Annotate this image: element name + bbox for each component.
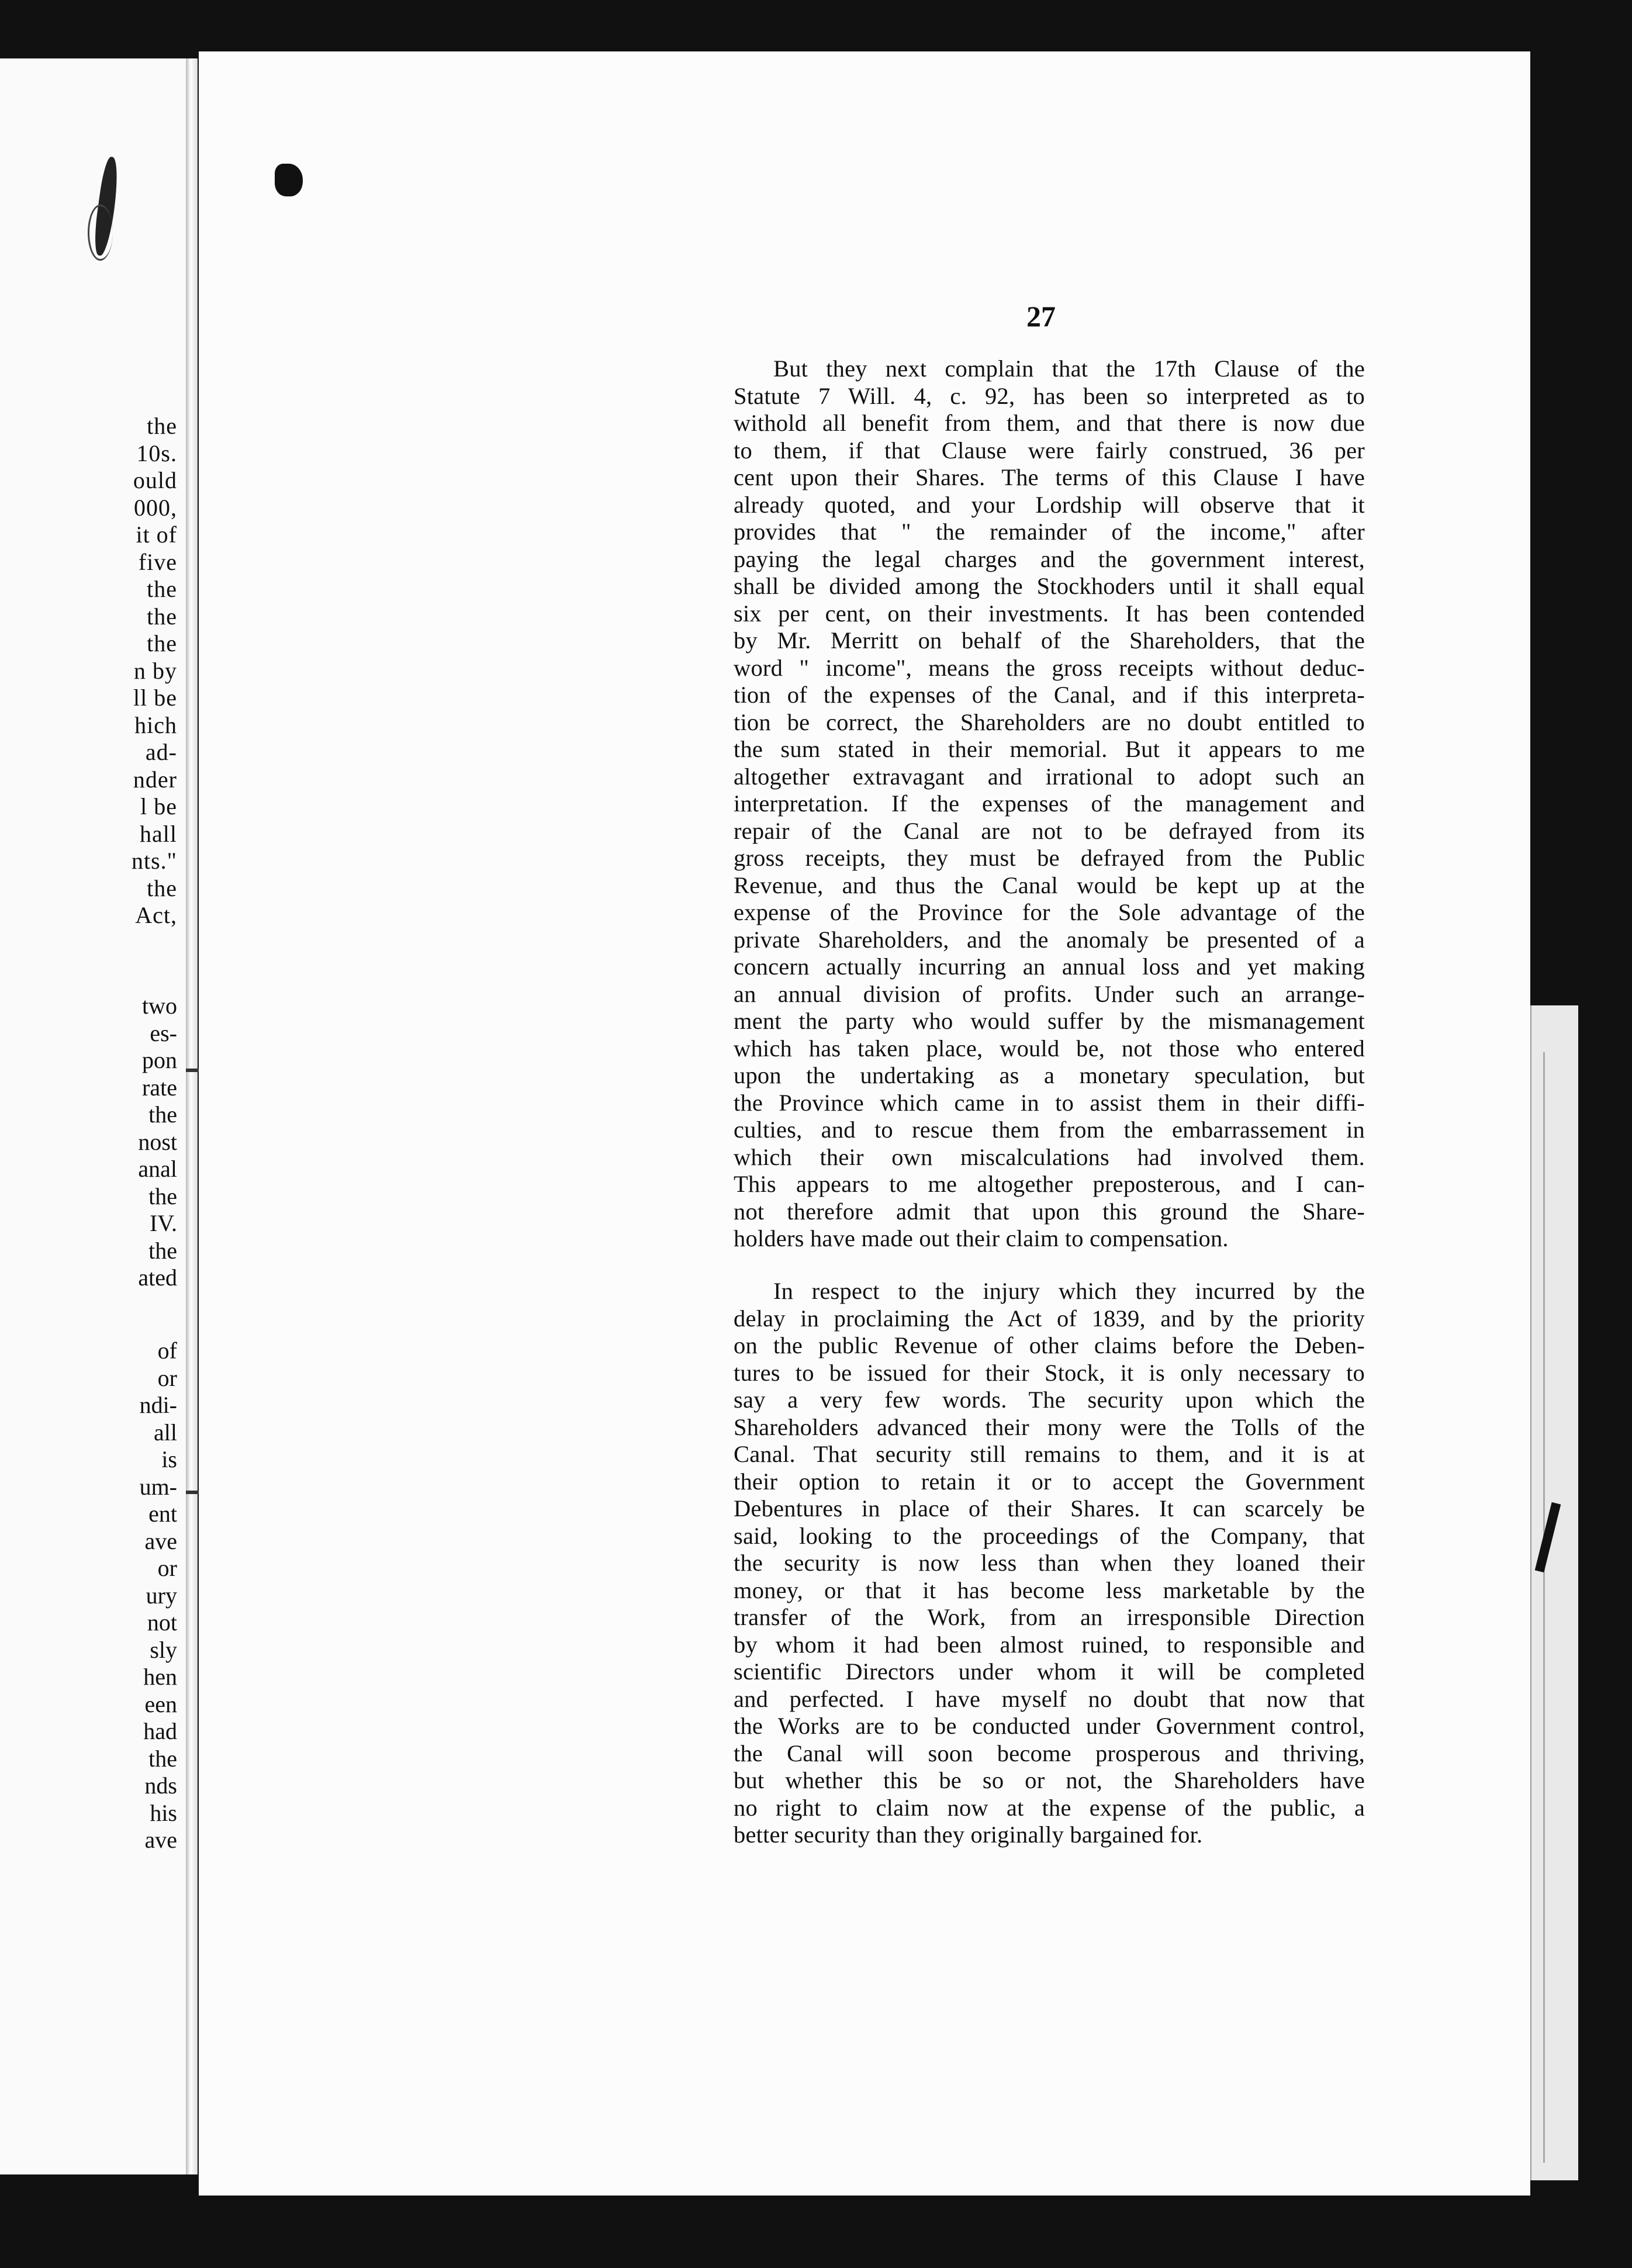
left-fragment-line: is <box>161 1446 177 1472</box>
text-line: repair of the Canal are not to be defrayed from its <box>734 817 1365 844</box>
text-line: scientific Directors under whom it will be completed <box>734 1658 1365 1685</box>
left-fragment-line: or <box>157 1555 177 1581</box>
page-edge <box>1530 1005 1578 2180</box>
left-fragment-line: ll be <box>133 684 177 711</box>
text-line: better security than they originally bargained for. <box>734 1821 1203 1848</box>
left-fragment-line: n by <box>134 657 177 684</box>
left-page-text-fragments-bottom <box>140 1337 177 1854</box>
text-line: their option to retain it or to accept the Government <box>734 1468 1365 1495</box>
text-line: which their own miscalculations had involved them. <box>734 1143 1365 1170</box>
text-line: gross receipts, they must be defrayed from the Public <box>734 845 1365 871</box>
left-fragment-line: ent <box>148 1501 177 1527</box>
left-fragment-line: rate <box>142 1074 177 1101</box>
text-line: culties, and to rescue them from the embarrassement in <box>734 1116 1365 1143</box>
text-line: by Mr. Merritt on behalf of the Shareholders, that the <box>734 627 1365 654</box>
text-line: and perfected. I have myself no doubt that now that <box>734 1685 1365 1712</box>
text-line: paying the legal charges and the government interest, <box>734 545 1365 572</box>
left-fragment-line: hen <box>143 1664 177 1690</box>
left-fragment-line: hall <box>140 820 177 847</box>
left-fragment-line: nds <box>144 1772 177 1799</box>
text-line: In respect to the injury which they incurred by the <box>773 1278 1365 1304</box>
text-line: Debentures in place of their Shares. It can scarcely be <box>734 1495 1365 1522</box>
binding-stitch <box>186 1069 200 1072</box>
left-fragment-line: the <box>147 576 177 602</box>
text-line: upon the undertaking as a monetary speculation, but <box>734 1062 1365 1088</box>
left-fragment-line: had <box>143 1718 177 1744</box>
left-fragment-line: the <box>147 603 177 630</box>
left-fragment-line: of <box>157 1337 177 1364</box>
left-fragment-line: ave <box>144 1527 177 1554</box>
left-fragment-line: the <box>147 630 177 656</box>
text-line: Revenue, and thus the Canal would be kept up at the <box>734 872 1365 898</box>
left-fragment-line: the <box>148 1183 177 1209</box>
left-fragment-line: nder <box>133 766 177 793</box>
text-line: provides that " the remainder of the income," after <box>734 518 1365 545</box>
text-line: by whom it had been almost ruined, to responsible and <box>734 1631 1365 1658</box>
left-fragment-line: the <box>147 413 177 439</box>
ink-smudge <box>88 205 113 261</box>
text-line: not therefore admit that upon this ground the Share- <box>734 1198 1365 1225</box>
text-line: shall be divided among the Stockhoders until it shall equal <box>734 573 1365 599</box>
left-page-text-fragments-top <box>132 413 177 929</box>
left-fragment-line: nost <box>138 1128 177 1155</box>
left-fragment-line: his <box>150 1799 177 1826</box>
text-line: which has taken place, would be, not those who entered <box>734 1035 1365 1062</box>
text-line: cent upon their Shares. The terms of this Clause I have <box>734 464 1365 490</box>
text-line: Canal. That security still remains to them, and it is at <box>734 1441 1365 1467</box>
text-line: private Shareholders, and the anomaly be presented of a <box>734 926 1365 953</box>
text-line: word " income", means the gross receipts without deduc- <box>734 654 1365 681</box>
left-fragment-line: IV. <box>149 1210 177 1236</box>
left-fragment-line: anal <box>138 1156 177 1182</box>
left-page-text-fragments-middle <box>138 993 177 1292</box>
left-fragment-line: pon <box>142 1047 177 1073</box>
left-fragment-line: the <box>148 1237 177 1264</box>
text-line: the Province which came in to assist them in their diffi- <box>734 1089 1365 1116</box>
text-line: say a very few words. The security upon which the <box>734 1387 1365 1413</box>
binding-stitch <box>186 1491 200 1494</box>
text-line: expense of the Province for the Sole advantage of the <box>734 899 1365 925</box>
left-fragment-line: the <box>147 874 177 901</box>
text-line: money, or that it has become less marketable by the <box>734 1576 1365 1603</box>
left-fragment-line: hich <box>134 711 177 738</box>
left-facing-page <box>0 58 190 2174</box>
left-fragment-line: the <box>148 1101 177 1128</box>
left-fragment-line: ould <box>133 467 177 493</box>
left-fragment-line: es- <box>150 1019 177 1046</box>
text-line: Statute 7 Will. 4, c. 92, has been so interpreted as to <box>734 382 1365 409</box>
page-number: 27 <box>1026 300 1056 333</box>
left-fragment-line: ad- <box>145 739 177 765</box>
text-line: interpretation. If the expenses of the management and <box>734 790 1365 817</box>
left-fragment-line: ave <box>144 1827 177 1853</box>
left-fragment-line: l be <box>140 793 177 820</box>
left-fragment-line: nts." <box>131 848 177 874</box>
text-line: concern actually incurring an annual loss and yet making <box>734 953 1365 980</box>
left-fragment-line: ury <box>146 1582 177 1609</box>
text-line: no right to claim now at the expense of the public, a <box>734 1794 1365 1821</box>
text-line: an annual division of profits. Under such an arrange- <box>734 980 1365 1007</box>
left-fragment-line: ndi- <box>139 1392 177 1418</box>
paragraph-1 <box>734 355 1365 1253</box>
text-line: the security is now less than when they loaned their <box>734 1550 1365 1576</box>
left-fragment-line: een <box>144 1690 177 1717</box>
text-line: the Works are to be conducted under Government control, <box>734 1713 1365 1739</box>
text-line: already quoted, and your Lordship will observe that it <box>734 491 1365 518</box>
page-edge-line <box>1543 1052 1545 2163</box>
text-line: altogether extravagant and irrational to adopt such an <box>734 763 1365 790</box>
left-fragment-line: five <box>138 548 177 575</box>
text-line: tion be correct, the Shareholders are no doubt entitled to <box>734 708 1365 735</box>
ink-blot <box>275 164 303 196</box>
text-line: said, looking to the proceedings of the Company, that <box>734 1522 1365 1549</box>
text-line: delay in proclaiming the Act of 1839, and by the priority <box>734 1305 1365 1332</box>
text-line: Shareholders advanced their mony were the Tolls of the <box>734 1413 1365 1440</box>
left-fragment-line: um- <box>139 1473 177 1500</box>
book-gutter <box>186 58 198 2174</box>
paragraph-2 <box>734 1278 1365 1849</box>
left-fragment-line: it of <box>136 521 177 548</box>
text-line: transfer of the Work, from an irresponsible Direction <box>734 1604 1365 1630</box>
text-line: the sum stated in their memorial. But it appears to me <box>734 736 1365 762</box>
text-line: but whether this be so or not, the Shareholders have <box>734 1767 1365 1793</box>
text-line: the Canal will soon become prosperous and thriving, <box>734 1740 1365 1766</box>
left-fragment-line: not <box>147 1609 177 1636</box>
text-line: But they next complain that the 17th Clause of the <box>773 355 1365 382</box>
text-line: on the public Revenue of other claims before the Deben- <box>734 1332 1365 1358</box>
text-line: holders have made out their claim to compensation. <box>734 1225 1229 1251</box>
left-fragment-line: sly <box>150 1636 177 1663</box>
left-fragment-line: the <box>148 1745 177 1772</box>
text-line: This appears to me altogether preposterous, and I can- <box>734 1171 1365 1197</box>
text-line: tures to be issued for their Stock, it is only necessary to <box>734 1359 1365 1386</box>
left-fragment-line: ated <box>138 1264 177 1291</box>
left-fragment-line: all <box>154 1419 177 1446</box>
text-line: withold all benefit from them, and that there is now due <box>734 410 1365 436</box>
left-fragment-line: Act, <box>135 902 177 928</box>
text-line: ment the party who would suffer by the mismanagement <box>734 1008 1365 1034</box>
text-line: to them, if that Clause were fairly construed, 36 per <box>734 437 1365 464</box>
left-fragment-line: 000, <box>134 494 177 521</box>
left-fragment-line: two <box>142 993 177 1019</box>
left-fragment-line: 10s. <box>136 440 177 466</box>
text-line: tion of the expenses of the Canal, and if this interpreta- <box>734 682 1365 708</box>
left-fragment-line: or <box>157 1364 177 1391</box>
text-line: six per cent, on their investments. It has been contended <box>734 600 1365 627</box>
